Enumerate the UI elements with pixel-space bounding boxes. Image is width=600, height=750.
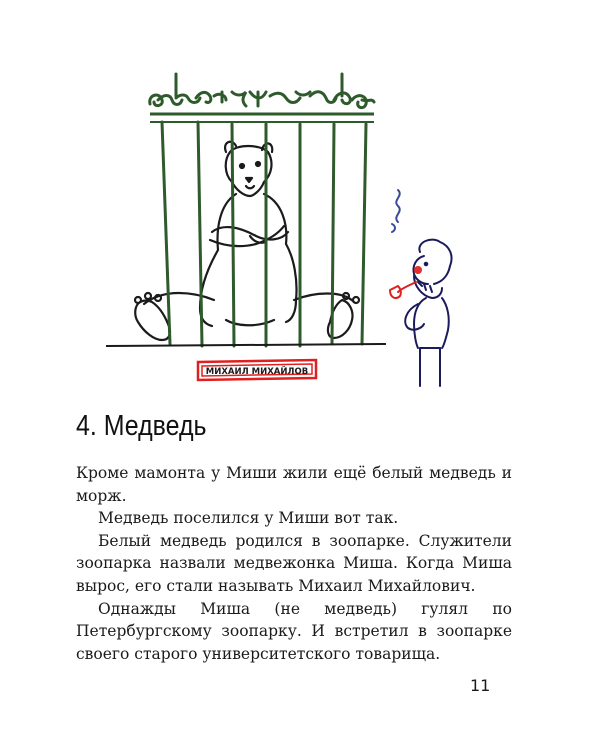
ornament-scrollwork xyxy=(150,74,374,108)
paragraph-3: Белый медведь родился в зоопарке. Служители зоопарка назвали медвежонка Миша. Когда Миша вырос, его стали называть Михаил Михайлович. xyxy=(76,531,512,595)
paragraph-4: Однажды Миша (не медведь) гулял по Петербургскому зоопарку. И встретил в зоопарке своего старого университетского товарища. xyxy=(76,599,512,663)
name-sign xyxy=(198,360,316,380)
red-nose xyxy=(415,267,421,273)
paragraph-2: Медведь поселился у Миши вот так. xyxy=(98,509,399,528)
paragraph-1: Кроме мамонта у Миши жили ещё белый медведь и морж. xyxy=(76,464,512,505)
cage-bars xyxy=(162,122,366,346)
sign-text: МИХАИЛ МИХАЙЛОВ xyxy=(205,367,309,377)
page-number: 11 xyxy=(470,676,491,695)
chapter-title: 4. Медведь xyxy=(76,410,207,442)
ground-line xyxy=(106,344,386,346)
visitor-man xyxy=(390,190,452,386)
body-text xyxy=(76,462,512,665)
